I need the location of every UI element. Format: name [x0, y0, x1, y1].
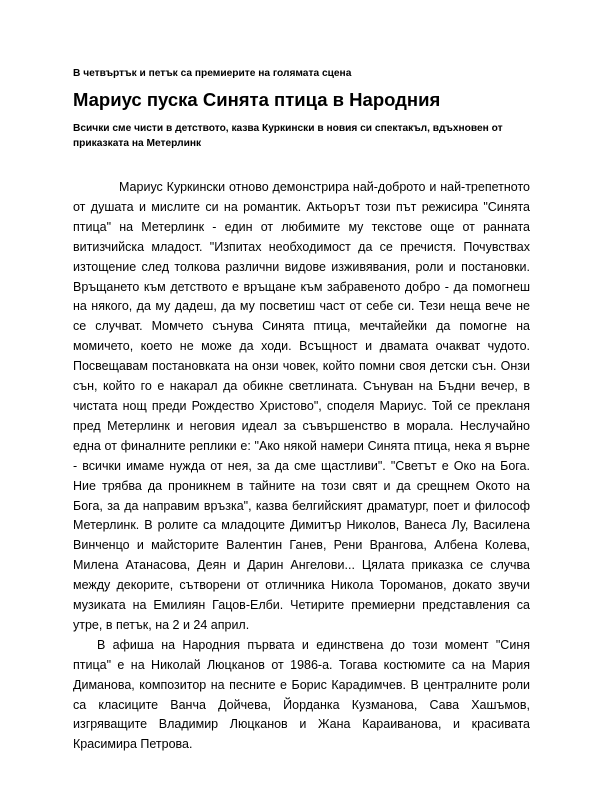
article-kicker: В четвъртък и петък са премиерите на голямата сцена	[73, 68, 352, 79]
article-body	[73, 178, 530, 755]
body-paragraph-2: В афиша на Народния първата и единствена до този момент "Синя птица" е на Николай Люцканов от 1986-а. Тогава костюмите са на Мария Диманова, композитор на песните е Борис Карадимчев. В централните роли са класиците Ванча Дойчева, Йорданка Кузманова, Сава Хашъмов, изгряващите Владимир Люцканов и Жана Караиванова, и красивата Красимира Петрова.	[73, 637, 530, 752]
article-subheadline: Всички сме чисти в детството, казва Куркински в новия си спектакъл, вдъхновен от приказката на Метерлинк	[73, 123, 503, 149]
article-headline: Мариус пуска Синята птица в Народния	[73, 89, 441, 110]
body-paragraph-1: Мариус Куркински отново демонстрира най-доброто и най-трепетното от душата и мислите си на романтик. Актьорът този път режисира "Синята птица" на Метерлинк - един от любимите му текстове още от ранната витизчийска младост. "Изпитах необходимост да се пречистя. Почувствах изтощение след толкова различни видове изживявания, роли и постановки. Връщането към детството е връщане към забравеното добро - да помогнеш на някого, да му дадеш, да му посветиш част от себе си. Тези неща вече не се случват. Момчето сънува Синята птица, мечтайейки да помогне на момичето, което не може да ходи. Всъщност и двамата очакват чудото. Посвещавам постановката на онзи човек, който помни своя детски сън. Онзи сън, който го е накарал да обикне светлината. Сънуван на Бъдни вечер, в чистата нощ преди Рождество Христово", споделя Мариус. Той се прекланя пред Метерлинк и неговия идеал за съвършенство в морала. Неслучайно една от финалните реплики е: "Ако някой намери Синята птица, нека я върне - всички имаме нужда от нея, за да сме щастливи". "Светът е Око на Бога. Ние трябва да проникнем в тайните на този свят и да срещнем Окото на Бога, за да направим връзка", казва белгийският драматург, поет и философ Метерлинк. В ролите са младоците Димитър Николов, Ванеса Лу, Василена Винченцо и майсторите Валентин Ганев, Рени Врангова, Албена Колева, Милена Атанасова, Деян и Дарин Ангелови... Цялата приказка се случва между декорите, сътворени от отличника Никола Тороманов, докато звучи музиката на Емилиян Гацов-Елби. Четирите премиерни представления са утре, в петък, на 2 и 24 април.	[73, 180, 530, 632]
